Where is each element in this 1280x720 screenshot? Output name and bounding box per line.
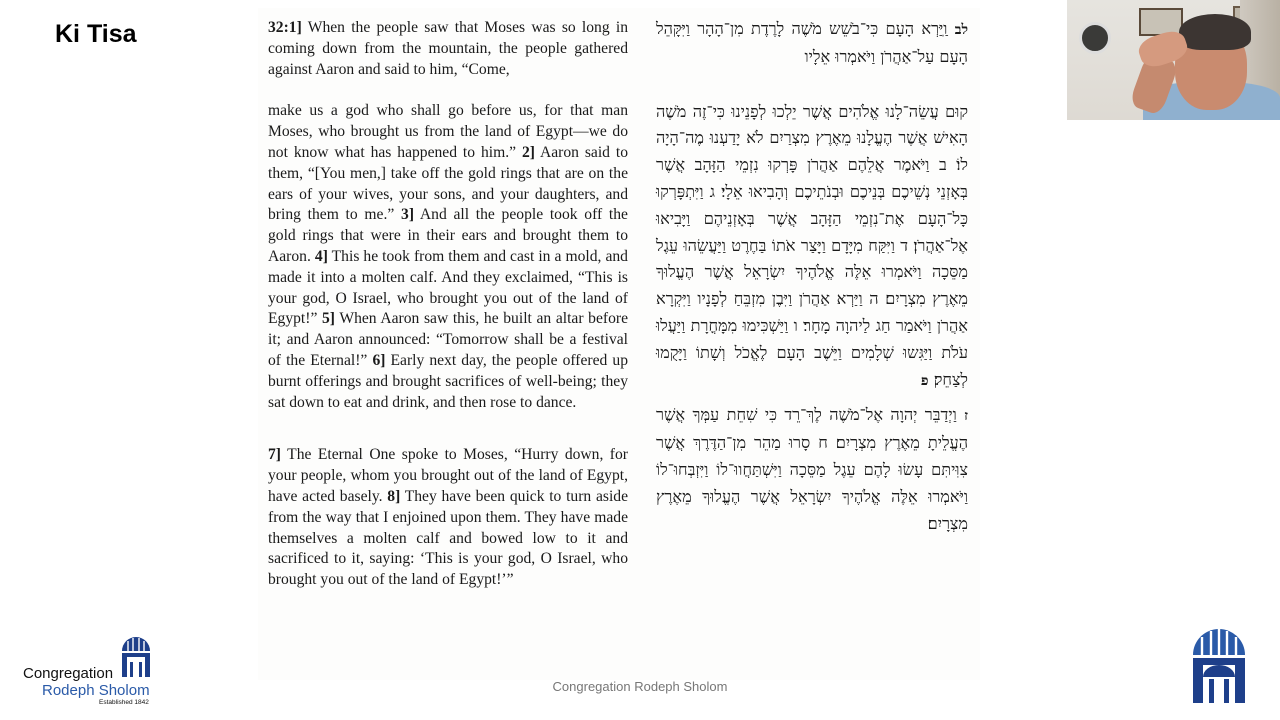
english-paragraph-3 bbox=[268, 445, 628, 591]
verse-text: When the people saw that Moses was so long in coming down from the mountain, the people gathered against Aaron and said to him, “Come, bbox=[268, 19, 628, 78]
verse-number: 5] bbox=[322, 310, 335, 328]
hebrew-verse-text: וַיְדַבֵּר יְהוָה אֶל־מֹשֶׁה לֶךְ־רֵד כִּי שִׁחֵת עַמְּךָ אֲשֶׁר הֶעֱלֵיתָ מֵאֶרֶץ מִצְרָיִם׃ ח סָרוּ מַהֵר מִן־הַדֶּרֶךְ אֲשֶׁר צִוִּיתִּם עָשׂוּ לָהֶם עֵגֶל מַסֵּכָה וַיִּשְׁתַּחֲווּ־לוֹ וַיִּזְבְּחוּ־לוֹ וַיֹּאמְרוּ אֵלֶּה אֱלֹהֶיךָ יִשְׂרָאֵל אֲשֶׁר הֶעֱלוּךָ מֵאֶרֶץ מִצְרָיִם׃ bbox=[656, 405, 968, 533]
english-paragraph-1 bbox=[268, 18, 628, 80]
verse-text: When Aaron saw this, he built an altar before it; and Aaron announced: “Tomorrow shall be a festival of the Eternal!” bbox=[268, 310, 628, 369]
verse-number: 4] bbox=[314, 247, 328, 265]
verse-text: Aaron said to them, “[You men,] take off the gold rings that are on the ears of your wives, your sons, and your daughters, and bring them to me.” bbox=[268, 143, 628, 224]
congregation-logo bbox=[23, 633, 158, 709]
scanned-torah-page bbox=[258, 8, 980, 680]
logo-text-line2: Rodeph Sholom bbox=[42, 682, 150, 699]
hebrew-chapter-number: לב bbox=[954, 22, 968, 38]
hebrew-paragraph-3 bbox=[656, 402, 968, 537]
logo-text-line1: Congregation bbox=[23, 665, 114, 682]
verse-text: Early next day, the people offered up burnt offerings and brought sacrifices of well-being; they sat down to eat and drink, and then rose to dance. bbox=[268, 351, 628, 411]
verse-number: 32:1] bbox=[268, 19, 302, 36]
slide-title: Ki Tisa bbox=[55, 20, 137, 48]
verse-text: This he took from them and cast in a mold, and made it into a molten calf. And they exclaimed, “This is your god, O Israel, who brought you out of the land of Egypt!” bbox=[268, 247, 628, 328]
english-translation-column bbox=[268, 18, 628, 591]
verse-number: 2] bbox=[521, 143, 535, 161]
logo-text-established: Established 1842 bbox=[99, 699, 149, 706]
dome-logo-icon bbox=[1190, 625, 1248, 703]
hebrew-text-column bbox=[656, 16, 968, 537]
hebrew-verse-text: קוּם עֲשֵׂה־לָנוּ אֱלֹהִים אֲשֶׁר יֵלְכוּ לְפָנֵינוּ כִּי־זֶה מֹשֶׁה הָאִישׁ אֲשֶׁר הֶעֱלָנוּ מֵאֶרֶץ מִצְרַיִם לֹא יָדַעְנוּ מֶה־הָיָה לוֹ׃ ב וַיֹּאמֶר אֲלֵהֶם אַהֲרֹן פָּרְקוּ נִזְמֵי הַזָּהָב אֲשֶׁר בְּאָזְנֵי נְשֵׁיכֶם בְּנֵיכֶם וּבְנֹתֵיכֶם וְהָבִיאוּ אֵלָי׃ ג וַיִּתְפָּרְקוּ כָּל־הָעָם אֶת־נִזְמֵי הַזָּהָב אֲשֶׁר בְּאָזְנֵיהֶם וַיָּבִיאוּ אֶל־אַהֲרֹן׃ ד וַיִּקַּח מִיָּדָם וַיָּצַר אֹתוֹ בַּחֶרֶט וַיַּעֲשֵׂהוּ עֵגֶל מַסֵּכָה וַיֹּאמְרוּ אֵלֶּה אֱלֹהֶיךָ יִשְׂרָאֵל אֲשֶׁר הֶעֱלוּךָ מֵאֶרֶץ מִצְרָיִם׃ ה וַיַּרְא אַהֲרֹן וַיִּבֶן מִזְבֵּחַ לְפָנָיו וַיִּקְרָא אַהֲרֹן וַיֹּאמַר חַג לַיהוָה מָחָר׃ ו וַיַּשְׁכִּימוּ מִמָּחֳרָת וַיַּעֲלוּ עֹלֹת וַיַּגִּשוּ שְׁלָמִים וַיֵּשֶׁב הָעָם לֶאֱכֹל וְשָׁתוֹ וַיָּקֻמוּ לְצַחֵק׃ bbox=[656, 101, 968, 389]
english-paragraph-2 bbox=[268, 101, 628, 413]
speaker-hair bbox=[1179, 14, 1251, 50]
wall-clock bbox=[1079, 22, 1111, 54]
hebrew-verse-number: ז bbox=[964, 408, 968, 425]
verse-number: 3] bbox=[401, 206, 415, 224]
verse-number: 6] bbox=[372, 351, 386, 369]
verse-text: They have been quick to turn aside from the way that I enjoined upon them. They have made themselves a molten calf and bowed low to it and sacrificed to it, saying: ‘This is your god, O Israel, who brought you out of the land of Egypt!’” bbox=[268, 487, 628, 589]
verse-number: 8] bbox=[387, 487, 401, 505]
verse-number: 7] bbox=[268, 446, 281, 464]
speaker-video-thumbnail bbox=[1067, 0, 1280, 120]
hebrew-verse-text: וַֽיַּרְא הָעָם כִּי־בֹשֵׁש מֹשֶׁה לָרֶדֶת מִן־הָהָר וַיִּקָּהֵל הָעָם עַל־אַהֲרֹן וַיֹּאמְרוּ אֵלָיו bbox=[656, 19, 968, 66]
verse-text: make us a god who shall go before us, for that man Moses, who brought us from the land of Egypt—we do not know what has happened to him.” bbox=[268, 102, 628, 161]
hebrew-section-marker: פ bbox=[920, 372, 929, 389]
dome-logo-icon bbox=[120, 635, 152, 677]
verse-text: And all the people took off the gold rings that were in their ears and brought them to Aaron. bbox=[268, 206, 628, 265]
footer-caption: Congregation Rodeph Sholom bbox=[552, 679, 728, 694]
hebrew-paragraph-1 bbox=[656, 16, 968, 71]
verse-text: The Eternal One spoke to Moses, “Hurry down, for your people, whom you brought out of the land of Egypt, have acted basely. bbox=[268, 446, 628, 505]
hebrew-paragraph-2 bbox=[656, 99, 968, 395]
